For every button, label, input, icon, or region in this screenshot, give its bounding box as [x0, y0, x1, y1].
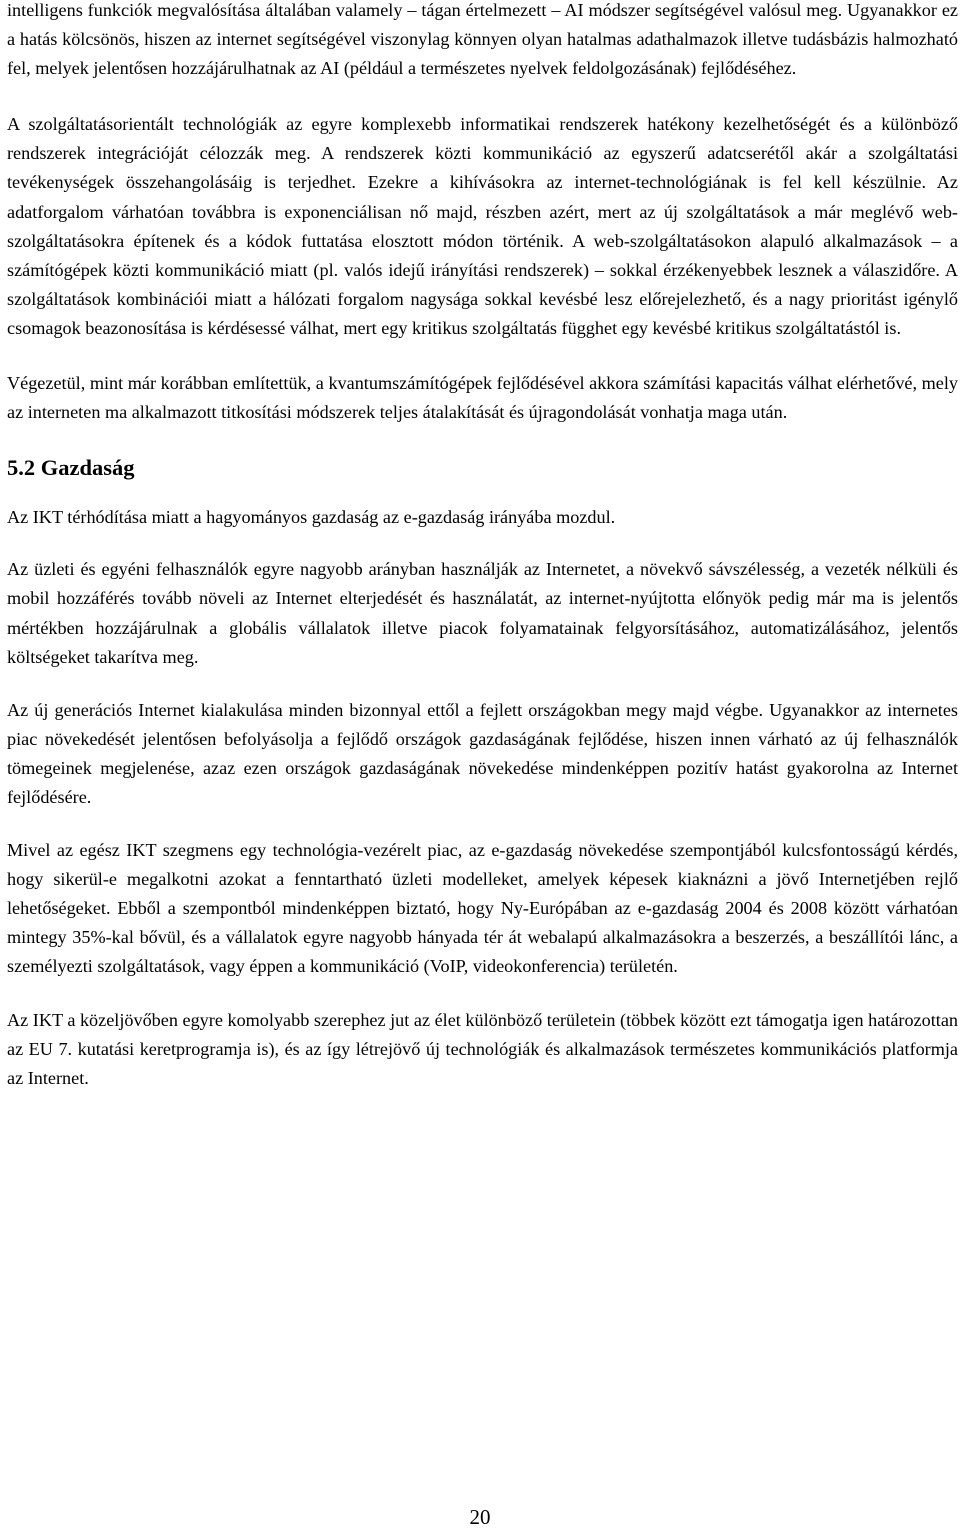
- section-heading: 5.2 Gazdaság: [7, 455, 135, 481]
- paragraph-ai-internet: intelligens funkciók megvalósítása általában valamely – tágan értelmezett – AI módszer segítségével valósul meg. Ugyanakkor ez a hatás kölcsönös, hiszen az internet segítségével viszonylag könnyen olyan hatalmas adathalmazok illetve tudásbázis halmozható fel, melyek jelentősen hozzájárulhatnak az AI (például a természetes nyelvek feldolgozásának) fejlődéséhez.: [7, 0, 958, 79]
- paragraph-new-generation: Az új generációs Internet kialakulása minden bizonnyal ettől a fejlett országokban megy majd végbe. Ugyanakkor az internetes piac növekedését jelentősen befolyásolja a fejlődő országok gazdaságának fejlődése, hiszen innen várható az új felhasználók tömegeinek megjelenése, azaz ezen országok gazdaságának növekedése mindenképpen pozitív hatást gyakorolna az Internet fejlődésére.: [7, 699, 958, 807]
- paragraph-business-models: Mivel az egész IKT szegmens egy technológia-vezérelt piac, az e-gazdaság növekedése szempontjából kulcsfontosságú kérdés, hogy sikerül-e megalkotni azokat a fenntartható üzleti modelleket, amelyek képesek kiaknázni a jövő Internetjében rejlő lehetőségeket. Ebből a szempontból mindenképpen biztató, hogy Ny-Európában az e-gazdaság 2004 és 2008 között várhatóan mintegy 35%-kal bővül, és a vállalatok egyre nagyobb hányada tér át webalapú alkalmazásokra a beszerzés, a beszállítói lánc, a személyezti szolgáltatások, vagy éppen a kommunikáció (VoIP, videokonferencia) területén.: [7, 840, 958, 977]
- page-number: 20: [469, 1505, 491, 1529]
- paragraph-quantum: Végezetül, mint már korábban említettük, a kvantumszámítógépek fejlődésével akkora számítási kapacitás válhat elérhetővé, mely az interneten ma alkalmazott titkosítási módszerek teljes átalakítását és újragondolását vonhatja maga után.: [7, 373, 958, 423]
- paragraph-service-oriented: A szolgáltatásorientált technológiák az egyre komplexebb informatikai rendszerek hatékony kezelhetőségét és a különböző rendszerek integrációját célozzák meg. A rendszerek közti kommunikáció az egyszerű adatcserétől akár a szolgáltatási tevékenységek összehangolásáig is terjedhet. Ezekre a kihívásokra az internet-technológiának is fel kell készülnie. Az adatforgalom várhatóan továbbra is exponenciálisan nő majd, részben azért, mert az új szolgáltatások a már meglévő web-szolgáltatásokra építenek és a kódok futtatása elosztott módon történik. A web-szolgáltatásokon alapuló alkalmazások – a számítógépek közti kommunikáció miatt (pl. valós idejű irányítási rendszerek) – sokkal érzékenyebbek lesznek a válaszidőre. A szolgáltatások kombinációi miatt a hálózati forgalom nagysága sokkal kevésbé lesz előrejelezhető, és a nagy prioritást igénylő csomagok beazonosítása is kérdésessé válhat, mert egy kritikus szolgáltatás függhet egy kevésbé kritikus szolgáltatástól is.: [7, 114, 958, 338]
- paragraph-future: Az IKT a közeljövőben egyre komolyabb szerephez jut az élet különböző területein (többek között ezt támogatja igen határozottan az EU 7. kutatási keretprogramja is), és az így létrejövő új technológiák és alkalmazások természetes kommunikációs platformja az Internet.: [7, 1009, 958, 1088]
- paragraph-ikt-economy: Az IKT térhódítása miatt a hagyományos gazdaság az e-gazdaság irányába mozdul.: [7, 507, 616, 528]
- document-page: [7, 0, 958, 1117]
- paragraph-users: Az üzleti és egyéni felhasználók egyre nagyobb arányban használják az Internetet, a növekvő sávszélesség, a vezeték nélküli és mobil hozzáférés tovább növeli az Internet elterjedését és használatát, az internet-nyújtotta előnyök pedig már ma is jelentős mértékben hozzájárulnak a globális vállalatok illetve piacok folyamatainak felgyorsításához, automatizálásához, jelentős költségeket takarítva meg.: [7, 559, 958, 667]
